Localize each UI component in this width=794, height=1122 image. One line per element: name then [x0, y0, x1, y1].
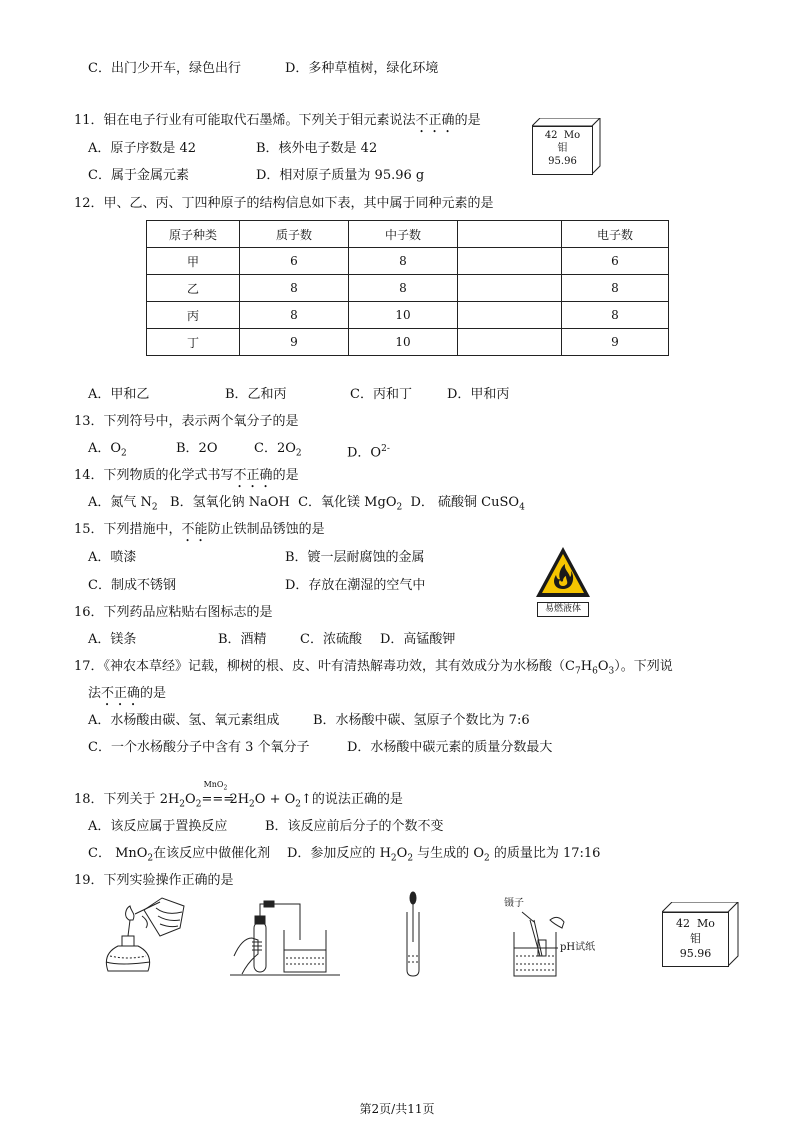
q13-option-b: B．2O — [176, 441, 218, 456]
table-row — [147, 329, 669, 356]
flame-warning-icon — [534, 545, 592, 601]
q11-option-d: D．相对原子质量为 95.96 g — [256, 168, 425, 183]
table-cell: 甲 — [147, 248, 240, 275]
element-mass: 95.96 — [548, 156, 577, 167]
q16-option-b: B．酒精 — [218, 632, 267, 647]
q10-option-c: C．出门少开车，绿色出行 — [88, 61, 241, 76]
catalyst-label: MnO$_2$ — [203, 780, 228, 792]
table-cell — [458, 329, 562, 356]
q17-option-c: C．一个水杨酸分子中含有 3 个氧分子 — [88, 740, 310, 755]
q13-option-c: C．$2O_2$ — [254, 441, 302, 459]
page-number: 第2页/共11页 — [359, 1102, 435, 1116]
q17-option-a: A．水杨酸由碳、氢、氧元素组成 — [88, 713, 280, 728]
q18-stem: 18．下列关于 $2H_2O_2$ MnO$_2$ $===2H_2O$ + $O_2↑$的说法正确的是 — [74, 780, 403, 810]
q11-option-c: C．属于金属元素 — [88, 168, 189, 183]
q16-option-a: A．镁条 — [88, 632, 137, 647]
q15-option-a: A．喷漆 — [88, 550, 137, 565]
sign-label: 易燃液体 — [537, 602, 589, 617]
q13-option-a: A．$O_2$ — [88, 441, 127, 459]
table-header — [458, 221, 562, 248]
table-cell: 8 — [240, 302, 349, 329]
q13-stem: 13．下列符号中，表示两个氧分子的是 — [74, 414, 299, 429]
q11-option-b: B．核外电子数是 42 — [256, 141, 378, 156]
q12-option-a: A．甲和乙 — [88, 387, 150, 402]
q12-option-c: C．丙和丁 — [350, 387, 412, 402]
table-header: 原子种类 — [147, 221, 240, 248]
q11-stem: 11．钼在电子行业有可能取代石墨烯。下列关于钼元素说法不正确的是 — [74, 113, 481, 128]
table-cell — [458, 302, 562, 329]
table-cell: 8 — [562, 275, 669, 302]
q13-option-d: D．$O^{2-}$ — [347, 444, 390, 461]
table-header: 电子数 — [562, 221, 669, 248]
table-cell: 10 — [349, 302, 458, 329]
q11-option-a: A．原子序数是 42 — [88, 141, 197, 156]
table-cell: 8 — [349, 275, 458, 302]
element-number: 42 — [676, 917, 691, 930]
q15-option-c: C．制成不锈钢 — [88, 578, 176, 593]
dropper-test-tube-illustration — [398, 890, 428, 980]
element-symbol: Mo — [563, 130, 581, 141]
ph-test-illustration — [500, 898, 640, 980]
q17-option-d: D．水杨酸中碳元素的质量分数最大 — [347, 740, 553, 755]
table-header: 质子数 — [240, 221, 349, 248]
table-row — [147, 248, 669, 275]
q18-option-d: D．参加反应的 $H_2O_2$ 与生成的 $O_2$ 的质量比为 17:16 — [287, 846, 601, 864]
table-header-row — [147, 221, 669, 248]
table-cell: 乙 — [147, 275, 240, 302]
q12-option-b: B．乙和丙 — [225, 387, 287, 402]
q18-option-a: A．该反应属于置换反应 — [88, 819, 228, 834]
ph-paper-label: pH试纸 — [560, 942, 596, 953]
q16-option-c: C．浓硫酸 — [300, 632, 362, 647]
q14-stem: 14．下列物质的化学式书写不正确的是 — [74, 468, 299, 483]
beaker-tweezers-icon — [500, 898, 640, 980]
element-tile-mo — [532, 118, 596, 172]
table-header: 中子数 — [349, 221, 458, 248]
alcohol-lamp-ignition-illustration — [100, 896, 200, 976]
table-cell: 9 — [562, 329, 669, 356]
q18-option-b: B．该反应前后分子的个数不变 — [265, 819, 444, 834]
table-cell — [458, 248, 562, 275]
element-mass: 95.96 — [679, 947, 712, 960]
q17-stem-line1: 17．《神农本草经》记载，柳树的根、皮、叶有清热解毒功效，其有效成分为水杨酸$(C_7H_6O_3)$。下列说 — [74, 659, 673, 677]
table-cell: 10 — [349, 329, 458, 356]
q17-stem-line2: 法不正确的是 — [88, 686, 167, 701]
table-cell: 6 — [562, 248, 669, 275]
atom-structure-table — [146, 220, 669, 356]
q12-stem: 12．甲、乙、丙、丁四种原子的结构信息如下表，其中属于同种元素的是 — [74, 196, 494, 211]
q15-option-b: B．镀一层耐腐蚀的金属 — [285, 550, 425, 565]
airtightness-check-illustration — [230, 896, 345, 976]
element-name: 钼 — [557, 143, 568, 154]
q12-option-d: D．甲和丙 — [447, 387, 510, 402]
element-symbol: Mo — [697, 917, 715, 930]
table-row — [147, 275, 669, 302]
q17-option-b: B．水杨酸中碳、氢原子个数比为 7:6 — [313, 713, 530, 728]
table-cell: 6 — [240, 248, 349, 275]
q19-stem: 19．下列实验操作正确的是 — [74, 873, 234, 888]
table-cell — [458, 275, 562, 302]
q14-options: A．氮气 $N_2$ B．氢氧化钠 NaOH C．氧化镁 MgO$_2$ D． 硫酸铜 CuSO$_4$ — [88, 495, 525, 513]
table-row — [147, 302, 669, 329]
table-cell: 9 — [240, 329, 349, 356]
q16-option-d: D．高锰酸钾 — [380, 632, 456, 647]
element-number: 42 — [544, 130, 558, 141]
table-cell: 8 — [240, 275, 349, 302]
table-cell: 8 — [562, 302, 669, 329]
element-tile-mo-repeat — [662, 902, 732, 964]
q16-stem: 16．下列药品应粘贴右图标志的是 — [74, 605, 273, 620]
element-name: 钼 — [690, 932, 701, 945]
q10-option-d: D．多种草植树，绿化环境 — [285, 61, 439, 76]
table-cell: 8 — [349, 248, 458, 275]
q15-stem: 15．下列措施中，不能防止铁制品锈蚀的是 — [74, 522, 325, 537]
q18-option-c: C． MnO$_2$在该反应中做催化剂 — [88, 846, 271, 864]
table-cell: 丁 — [147, 329, 240, 356]
q15-option-d: D．存放在潮湿的空气中 — [285, 578, 426, 593]
table-cell: 丙 — [147, 302, 240, 329]
flammable-liquid-sign — [534, 545, 592, 617]
tweezers-label: 镊子 — [504, 898, 524, 909]
